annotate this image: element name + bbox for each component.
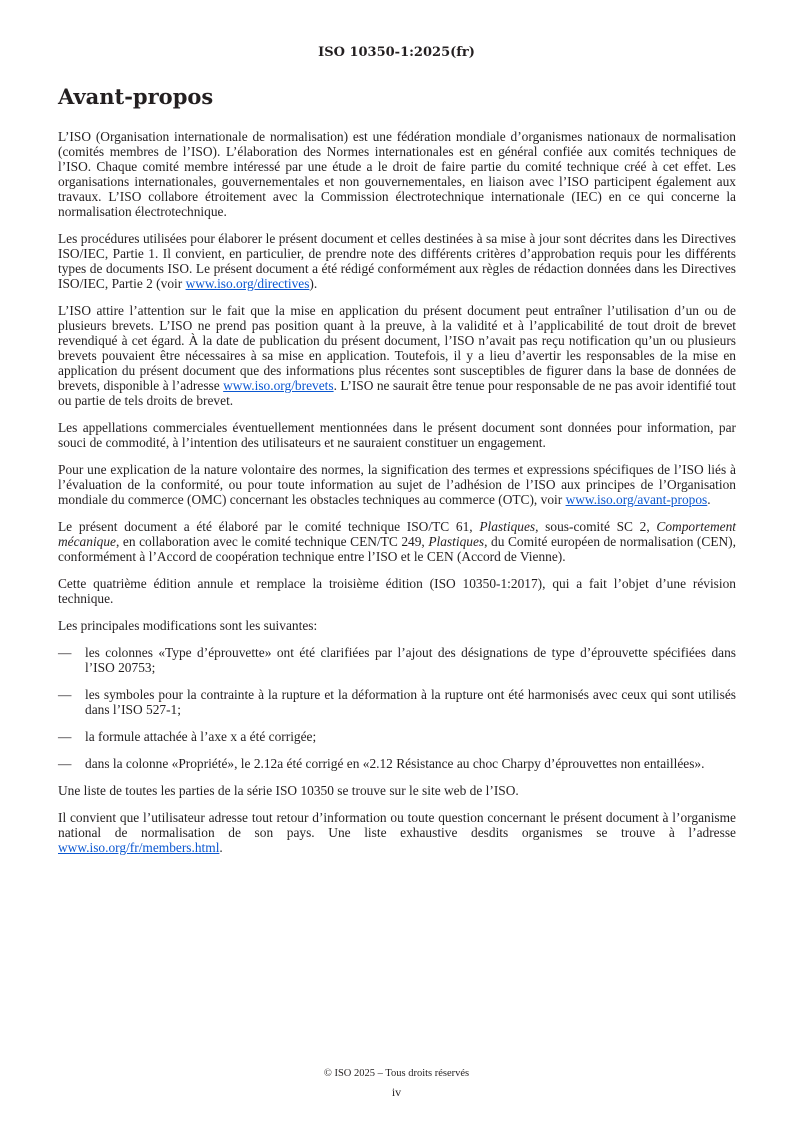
paragraph-edition: Cette quatrième édition annule et remplace la troisième édition (ISO 10350-1:2017), qui a fait l’objet d’une révision technique. <box>58 576 736 606</box>
members-link[interactable]: www.iso.org/fr/members.html <box>58 840 220 855</box>
list-item: — dans la colonne «Propriété», le 2.12a été corrigé en «2.12 Résistance au choc Charpy d’éprouvettes non entaillées». <box>58 756 705 771</box>
document-header: ISO 10350-1:2025(fr) <box>318 45 475 60</box>
changes-list <box>58 645 736 771</box>
paragraph-series-list: Une liste de toutes les parties de la série ISO 10350 se trouve sur le site web de l’ISO. <box>58 783 519 798</box>
paragraph-patents: L’ISO attire l’attention sur le fait que la mise en application du présent document peut entraîner l’utilisation d’un ou de plusieurs brevets. L’ISO ne prend pas position quant à la preuve, à la validité et à l’applicabilité de tout droit de brevet revendiqué à cet égard. À la date de publication du présent document, l’ISO n’avait pas reçu notification qu’un ou plusieurs brevets pouvaient être nécessaires à sa mise en application. Toutefois, il y a lieu d’avertir les responsables de la mise en application du présent document que des informations plus récentes sont susceptibles de figurer dans la base de données de brevets, disponible à l’adresse www.iso.org/brevets. L’ISO ne saurait être tenue pour responsable de ne pas avoir identifié tout ou partie de tels droits de brevet. <box>58 303 736 408</box>
paragraph-feedback: Il convient que l’utilisateur adresse tout retour d’information ou toute question concernant le présent document à l’organisme national de normalisation de son pays. Une liste exhaustive desdits organismes se trouve à l’adresse www.iso.org/fr/members.html. <box>58 810 736 855</box>
foreword-body <box>58 129 736 867</box>
patents-link[interactable]: www.iso.org/brevets <box>223 378 334 393</box>
dash-marker: — <box>58 756 72 771</box>
paragraph-procedures: Les procédures utilisées pour élaborer le présent document et celles destinées à sa mise à jour sont décrites dans les Directives ISO/IEC, Partie 1. Il convient, en particulier, de prendre note des différents critères d’approbation requis pour les différents types de documents ISO. Le présent document a été rédigé conformément aux règles de rédaction données dans les Directives ISO/IEC, Partie 2 (voir www.iso.org/directives). <box>58 231 736 291</box>
foreword-link[interactable]: www.iso.org/avant-propos <box>565 492 708 507</box>
paragraph-iso-intro: L’ISO (Organisation internationale de normalisation) est une fédération mondiale d’organismes nationaux de normalisation (comités membres de l’ISO). L’élaboration des Normes internationales est en général confiée aux comités techniques de l’ISO. Chaque comité membre intéressé par une étude a le droit de faire partie du comité technique créé à cet effet. Les organisations internationales, gouvernementales et non gouvernementales, en liaison avec l’ISO participent également aux travaux. L’ISO collabore étroitement avec la Commission électrotechnique internationale (IEC) en ce qui concerne la normalisation électrotechnique. <box>58 129 736 219</box>
page-number: iv <box>391 1085 402 1099</box>
copyright-notice: © ISO 2025 – Tous droits réservés <box>323 1068 470 1079</box>
dash-marker: — <box>58 687 72 702</box>
list-item: — les symboles pour la contrainte à la rupture et la déformation à la rupture ont été harmonisés avec ceux qui sont utilisés dans l’ISO 527-1; <box>58 687 736 717</box>
list-item: — la formule attachée à l’axe x a été corrigée; <box>58 729 317 744</box>
page-title: Avant-propos <box>58 84 214 109</box>
paragraph-committee: Le présent document a été élaboré par le comité technique ISO/TC 61, Plastiques, sous-comité SC 2, Comportement mécanique, en collaboration avec le comité technique CEN/TC 249, Plastiques, du Comité européen de normalisation (CEN), conformément à l’Accord de coopération technique entre l’ISO et le CEN (Accord de Vienne). <box>58 519 736 564</box>
directives-link[interactable]: www.iso.org/directives <box>185 276 310 291</box>
paragraph-voluntary-nature: Pour une explication de la nature volontaire des normes, la signification des termes et expressions spécifiques de l’ISO liés à l’évaluation de la conformité, ou pour toute information au sujet de l’adhésion de l’ISO aux principes de l’Organisation mondiale du commerce (OMC) concernant les obstacles techniques au commerce (OTC), voir www.iso.org/avant-propos. <box>58 462 736 507</box>
paragraph-changes-intro: Les principales modifications sont les suivantes: <box>58 618 318 633</box>
dash-marker: — <box>58 645 72 660</box>
paragraph-trade-names: Les appellations commerciales éventuellement mentionnées dans le présent document sont données pour information, par souci de commodité, à l’intention des utilisateurs et ne sauraient constituer un engagement. <box>58 420 736 450</box>
dash-marker: — <box>58 729 72 744</box>
list-item: — les colonnes «Type d’éprouvette» ont été clarifiées par l’ajout des désignations de type d’éprouvette spécifiées dans l’ISO 20753; <box>58 645 736 675</box>
